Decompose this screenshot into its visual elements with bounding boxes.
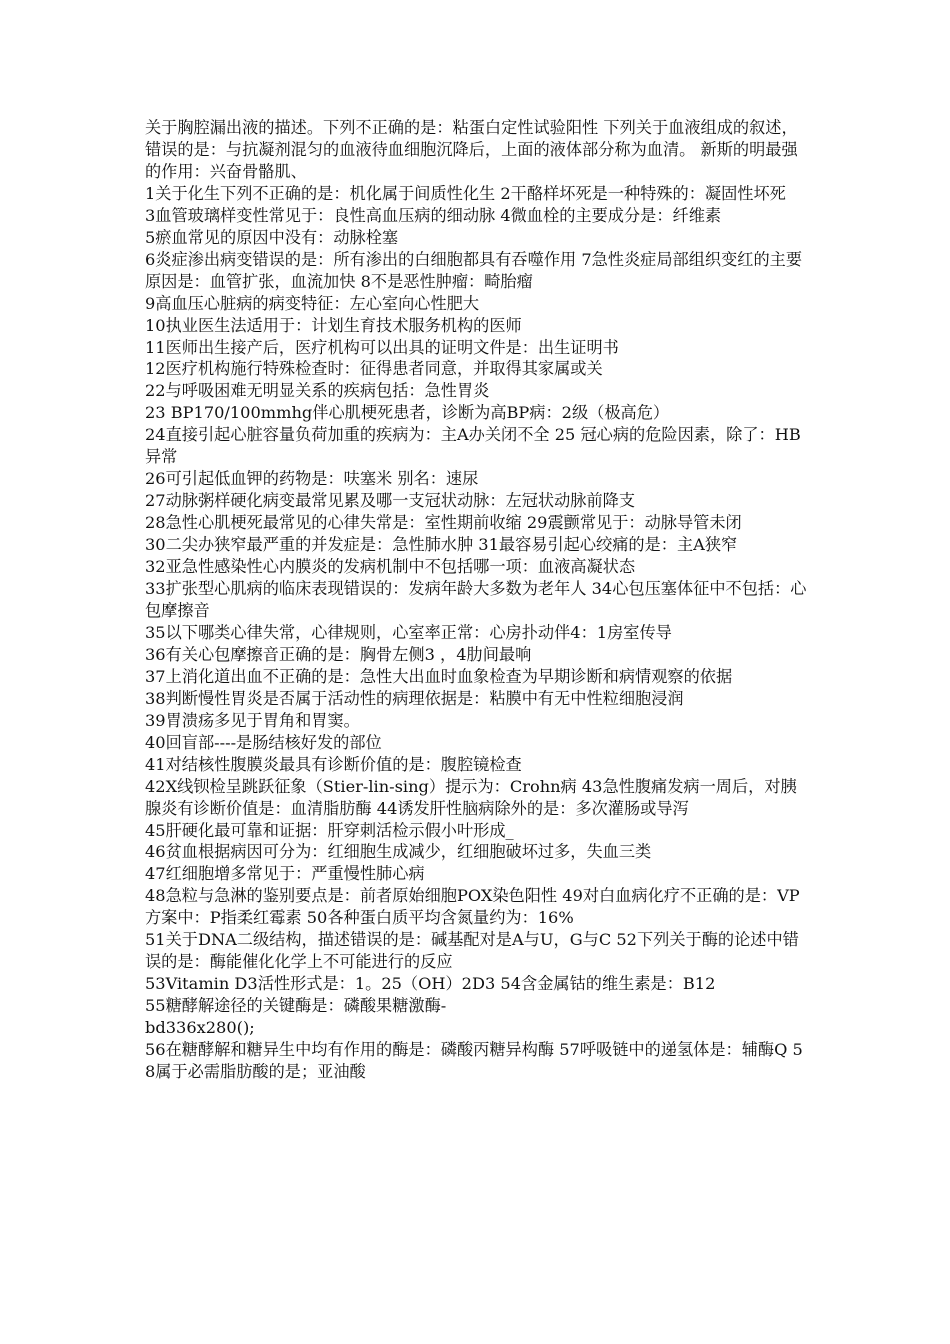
paragraph: 48急粒与急淋的鉴别要点是：前者原始细胞POX染色阳性 49对白血病化疗不正确的是：VP方案中：P指柔红霉素 50各种蛋白质平均含氮量约为：16% bbox=[145, 886, 800, 928]
paragraph: 22与呼吸困难无明显关系的疾病包括：急性胃炎 bbox=[145, 381, 490, 401]
paragraph: 28急性心肌梗死最常见的心律失常是：室性期前收缩 29震颤常见于：动脉导管未闭 bbox=[145, 513, 742, 533]
paragraph: 9高血压心脏病的病变特征：左心室向心性肥大 bbox=[145, 293, 480, 313]
paragraph: 35以下哪类心律失常，心律规则，心室率正常：心房扑动伴4：1房室传导 bbox=[145, 622, 672, 642]
paragraph: 36有关心包摩擦音正确的是：胸骨左侧3 ，4肋间最响 bbox=[145, 644, 532, 664]
paragraph: 1关于化生下列不正确的是：机化属于间质性化生 2干酪样坏死是一种特殊的：凝固性坏死 bbox=[145, 183, 786, 203]
paragraph: 6炎症渗出病变错误的是：所有渗出的白细胞都具有吞噬作用 7急性炎症局部组织变红的主要原因是：血管扩张，血流加快 8不是恶性肿瘤：畸胎瘤 bbox=[145, 249, 803, 291]
paragraph: 10执业医生法适用于：计划生育技术服务机构的医师 bbox=[145, 315, 522, 335]
paragraph: 45肝硬化最可靠和证据：肝穿刺活检示假小叶形成_ bbox=[145, 820, 514, 840]
paragraph: 56在糖酵解和糖异生中均有作用的酶是：磷酸丙糖异构酶 57呼吸链中的递氢体是：辅酶Q 58属于必需脂肪酸的是；亚油酸 bbox=[145, 1040, 803, 1081]
paragraph: 41对结核性腹膜炎最具有诊断价值的是：腹腔镜检查 bbox=[145, 754, 522, 774]
paragraph: 关于胸腔漏出液的描述。下列不正确的是：粘蛋白定性试验阳性 下列关于血液组成的叙述，错误的是：与抗凝剂混匀的血液待血细胞沉降后，上面的液体部分称为血清。 新斯的明最强的作用：兴奋骨骼肌、 bbox=[145, 118, 798, 181]
paragraph: 23 BP170/100mmhg伴心肌梗死患者，诊断为高BP病：2级（极高危） bbox=[145, 403, 670, 423]
document-body bbox=[145, 117, 810, 1083]
paragraph: bd336x280(); bbox=[145, 1018, 255, 1038]
paragraph: 33扩张型心肌病的临床表现错误的：发病年龄大多数为老年人 34心包压塞体征中不包括：心包摩擦音 bbox=[145, 579, 807, 620]
paragraph: 30二尖办狭窄最严重的并发症是：急性肺水肿 31最容易引起心绞痛的是：主A狭窄 bbox=[145, 535, 738, 555]
paragraph: 24直接引起心脏容量负荷加重的疾病为：主A办关闭不全 25 冠心病的危险因素，除了：HB异常 bbox=[145, 425, 801, 467]
paragraph: 42X线钡检呈跳跃征象（Stier-lin-sing）提示为：Crohn病 43急性腹痛发病一周后，对胰腺炎有诊断价值是：血清脂肪酶 44诱发肝性脑病除外的是：多次灌肠或导泻 bbox=[145, 776, 797, 818]
paragraph: 55糖酵解途径的关键酶是：磷酸果糖激酶- bbox=[145, 996, 447, 1016]
paragraph: 32亚急性感染性心内膜炎的发病机制中不包括哪一项：血液高凝状态 bbox=[145, 557, 636, 577]
paragraph: 11医师出生接产后，医疗机构可以出具的证明文件是：出生证明书 bbox=[145, 337, 619, 357]
paragraph: 53Vitamin D3活性形式是：1。25（OH）2D3 54含金属钴的维生素是：B12 bbox=[145, 974, 716, 994]
paragraph: 27动脉粥样硬化病变最常见累及哪一支冠状动脉：左冠状动脉前降支 bbox=[145, 491, 636, 511]
paragraph: 39胃溃疡多见于胃角和胃窦。 bbox=[145, 710, 360, 730]
paragraph: 26可引起低血钾的药物是：呋塞米 别名：速尿 bbox=[145, 469, 479, 489]
paragraph: 38判断慢性胃炎是否属于活动性的病理依据是：粘膜中有无中性粒细胞浸润 bbox=[145, 688, 684, 708]
paragraph: 3血管玻璃样变性常见于：良性高血压病的细动脉 4微血栓的主要成分是：纤维素 bbox=[145, 205, 722, 225]
paragraph: 37上消化道出血不正确的是：急性大出血时血象检查为早期诊断和病情观察的依据 bbox=[145, 666, 733, 686]
paragraph: 12医疗机构施行特殊检查时：征得患者同意，并取得其家属或关 bbox=[145, 359, 603, 379]
paragraph: 5瘀血常见的原因中没有：动脉栓塞 bbox=[145, 227, 399, 247]
paragraph: 40回盲部----是肠结核好发的部位 bbox=[145, 732, 382, 752]
paragraph: 51关于DNA二级结构，描述错误的是：碱基配对是A与U，G与C 52下列关于酶的论述中错误的是：酶能催化化学上不可能进行的反应 bbox=[145, 930, 799, 972]
paragraph: 46贫血根据病因可分为：红细胞生成减少，红细胞破坏过多，失血三类 bbox=[145, 842, 652, 862]
paragraph: 47红细胞增多常见于：严重慢性肺心病 bbox=[145, 864, 425, 884]
